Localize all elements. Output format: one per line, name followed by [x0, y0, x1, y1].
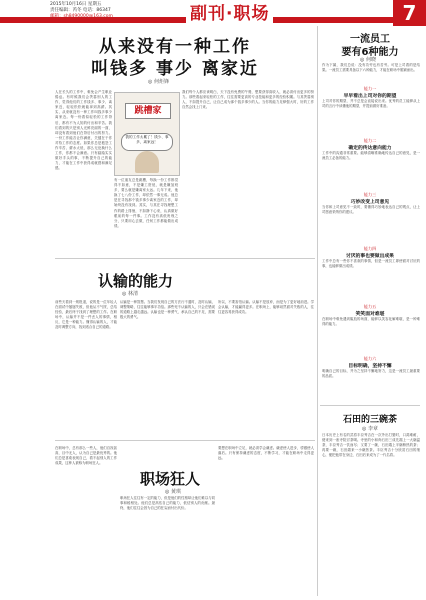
- cartoon-sign: 跳槽家: [125, 103, 171, 119]
- article2-col3: 所以，不要害怕认输。认输不是放弃，而是为了更好地前进。学会认输，才能赢得更多。在职场上，能够坦然面对失败的人，往往更容易获得成功。: [218, 300, 314, 315]
- right-sec1-text: 上司对你的期望，并不总是会直接说出来。优秀的员工能够从上司的言行中读懂他的期望，并提前做好准备。: [322, 99, 420, 109]
- right-sec2-head: 能力二: [363, 138, 377, 143]
- article1-col1: 人在长久的工作中，难免会产生职业倦怠。有时候我们会羡慕别人的工作，觉得他们的工作钱多、事少、离家近，轻轻松松就能拿到高薪。其实，从来就没有一种工作叫钱多事少离家近。每一份看似轻松的工作背后，都有不为人知的付出和辛苦。我们看到的只是别人光鲜亮丽的一面，却没有看到他们在背后付出的努力。一份工作能否让你满意，关键在于你对待工作的态度。如果你总是抱怨工作辛苦、薪水太低，那么无论换什么工作，你都不会满意。只有踏踏实实做好手头的事，不断提升自己的能力，才能在工作中获得成就感和满足感。: [55, 90, 112, 171]
- right-title-line1: 一流员工: [350, 34, 390, 45]
- article3-col3: 要想在职场中立足，就必须学会谦虚。谦虚使人进步，骄傲使人落后。只有保持谦虚的态度，不断学习，才能在职场中走得更远。: [218, 446, 314, 461]
- right-sec5-head: 能力五: [363, 304, 377, 309]
- divider: [320, 405, 420, 406]
- article2-col2: 认输是一种智慧。当我们发现自己的方法行不通时，及时认输，调整策略，往往能够事半功倍。那些死不认输的人，只会在错误的道路上越走越远。认输也是一种勇气，承认自己的不足，需要极大的勇气。: [120, 300, 215, 320]
- cartoon-speech-bubble: 我的工作太累了！钱少、事多，离家远！: [121, 133, 173, 151]
- right-sec5-text: 在职场中难免遇到尴尬的场面，能够以笑容化解难堪，是一种难得的能力。: [322, 317, 420, 327]
- article2-title: 认输的能力: [98, 272, 174, 290]
- column-divider: [317, 26, 318, 596]
- article2-col1: 前些天看到一则报道，说的是一位年轻人在面试中屡屡失败，但他从不气馁，总结经验，最后终于找到了理想的工作。在职场中，认输并不是一件丢人的事情，相反，它是一种能力。懂得认输的人，才能及时调整方向，找到适合自己的道路。: [55, 300, 117, 330]
- article3-byline: ◎ 黄琪: [165, 489, 181, 495]
- article1-title-line1: 从来没有一种工作: [99, 37, 251, 57]
- right-sec3-text: 当你和上司意见不一致时，要懂得巧妙地表达自己的观点，让上司愿意采纳你的建议。: [322, 205, 420, 215]
- right-sec6-title: 目标明确，坚持不懈: [348, 364, 392, 369]
- page-number: 7: [393, 0, 426, 26]
- right-article2-text: 日本历史上有名的武将丰臣秀吉在一次外出打猎时，口渴难耐，便来到一座寺院讨茶喝。寺里的小和尚石田三成先端上一大碗温茶，丰臣秀吉一饮而尽；又要了一碗，石田端上半碗稍热的茶；再要一碗，石田端来一小碗热茶。丰臣秀吉十分欣赏石田的细心，便把他带在身边，石田后来成为了一代名将。: [322, 433, 420, 458]
- right-sec1-head: 能力一: [363, 86, 377, 91]
- right-sec6-text: 明确自己的目标，并为之坚持不懈地努力，这是一流员工最重要的品质。: [322, 369, 420, 379]
- section-title: 副刊·职场: [186, 0, 273, 24]
- right-sec4-text: 工作中总有一些你不喜欢的事情，但是一流员工即使面对讨厌的事，也能够做出成绩。: [322, 259, 420, 269]
- divider: [55, 440, 315, 441]
- right-sec2-text: 工作中的沟通非常重要。能够清晰准确地传达自己的意见，是一流员工必备的能力。: [322, 151, 420, 161]
- right-sec3-title: 巧妙改变上司意见: [350, 200, 390, 205]
- article3-col1: 在职场中，总有那么一些人，他们自视甚高，目中无人，认为自己是最优秀的。他们总是喜欢表现自己，看不起别人的工作成果，这种人被称为职场狂人。: [55, 446, 117, 466]
- right-sec4-title: 讨厌的事也要做出成果: [346, 254, 394, 259]
- right-title-line2: 要有6种能力: [341, 47, 399, 58]
- divider: [55, 258, 315, 259]
- header-date: 2015年10月16日 星期五: [50, 2, 102, 7]
- article1-cartoon: [114, 92, 180, 176]
- cartoon-figure: [135, 151, 159, 173]
- article1-col3: 我们每个人都应该明白，天下没有免费的午餐，想要获得高收入，就必须付出更多的努力。那些看起来轻松的工作，往往需要更高的专业技能和更多的经验积累。与其羡慕别人，不如提升自己，让自己成为那个钱多事少的人。当你的能力足够强大时，好的工作自然会找上门来。: [182, 90, 314, 110]
- right-intro: 作为下属，我们总说：没有功劳也有苦劳。可是上司看的是结果。一流员工需要具备以下六种能力，才能在职场中脱颖而出。: [322, 63, 420, 73]
- article3-col2: 职场狂人往往有一定的能力，但是他们的性格却让他们难以与同事和睦相处。他们总是高估自己的能力，低估别人的贡献。最终，他们往往会因为自己的狂妄而付出代价。: [120, 496, 215, 511]
- page-header: [0, 0, 426, 24]
- right-article2-byline: ◎ 李章: [362, 426, 378, 432]
- article1-col2: 有一位朋友总是跳槽，每换一份工作都觉得不如意，不是嫌工资低，就是嫌加班多，要么就是嫌离家太远。几年下来，他换了七八份工作，却依然一事无成。他总是在寻找那个钱多事少离家近的工作，却始终没有找到。其实，与其在寻找理想工作的路上徘徊，不如静下心来，认真做好眼前的每一件事。工作没有高低贵贱之分，只要用心去做，任何工作都能做出成绩。: [114, 178, 178, 228]
- right-article2-title: 石田的三碗茶: [342, 415, 397, 425]
- right-sec3-head: 能力三: [363, 192, 377, 197]
- right-sec1-title: 早早看出上司对你的期望: [343, 94, 397, 99]
- right-sec4-head: 能力四: [363, 246, 377, 251]
- header-editor: 责任编辑：芮冬 电话：86347: [50, 8, 111, 13]
- article1-byline: ◎ 何炬锋: [148, 79, 169, 85]
- right-sec6-head: 能力六: [363, 356, 377, 361]
- right-sec5-title: 笑笑面对难堪: [355, 312, 385, 317]
- article2-byline: ◎ 林清: [122, 291, 138, 297]
- right-byline: ◎ 何晓: [360, 57, 376, 63]
- right-sec2-title: 确定的传达意向能力: [348, 146, 392, 151]
- article3-title: 职场狂人: [140, 470, 201, 488]
- article1-title-line2: 叫钱多 事少 离家近: [91, 59, 259, 79]
